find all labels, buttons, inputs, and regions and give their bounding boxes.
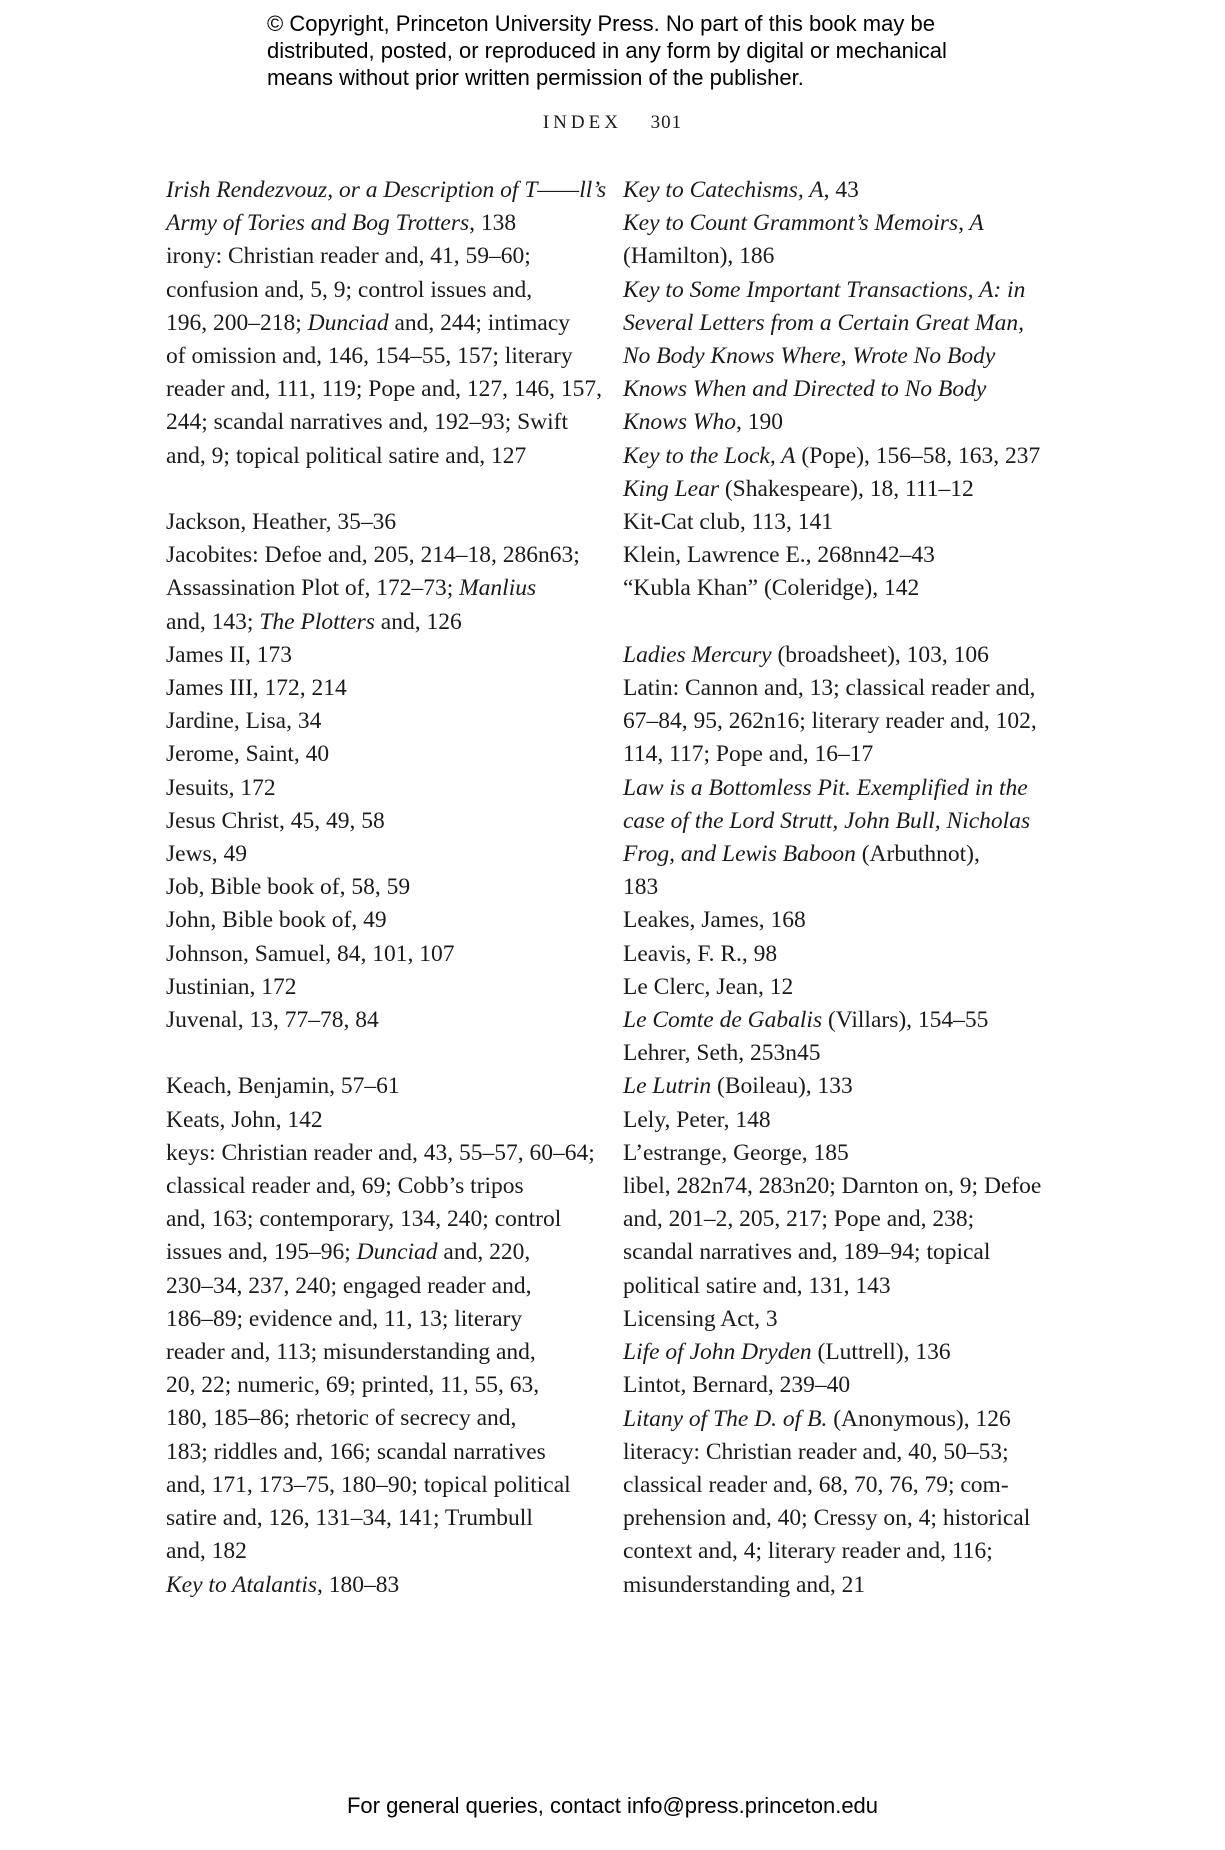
- index-title-italic: Law is a Bottomless Pit. Exemplified in the: [623, 774, 1028, 801]
- index-entry-line: [166, 373, 602, 406]
- index-entry-line: [166, 1137, 595, 1170]
- index-text: Jerome, Saint, 40: [166, 741, 330, 768]
- index-text: 196, 200–218;: [166, 309, 308, 336]
- index-text: , 190: [735, 409, 783, 436]
- index-entry-line: [623, 1004, 1063, 1037]
- index-entry-line: [166, 938, 586, 971]
- index-entry-line: [623, 1336, 1063, 1369]
- index-text: Jackson, Heather, 35–36: [166, 509, 397, 536]
- index-entry-line: [166, 406, 586, 439]
- index-entry-line: [166, 274, 586, 307]
- index-entry-line: [623, 1137, 1063, 1170]
- index-text: literacy: Christian reader and, 40, 50–53;: [623, 1438, 1009, 1465]
- index-text: 180, 185–86; rhetoric of secrecy and,: [166, 1405, 517, 1432]
- index-entry: [166, 174, 607, 240]
- index-text: Jesuits, 172: [166, 774, 276, 801]
- index-text: , 180–83: [317, 1571, 400, 1598]
- index-entry-line: [623, 174, 1063, 207]
- index-text: Klein, Lawrence E., 268nn42–43: [623, 542, 935, 569]
- index-entry-line: [623, 1270, 1063, 1303]
- index-text: Juvenal, 13, 77–78, 84: [166, 1007, 379, 1034]
- page-number: 301: [650, 112, 683, 133]
- index-entry: [623, 1436, 1063, 1602]
- index-entry-line: [623, 1369, 1063, 1402]
- index-entry-line: [166, 440, 586, 473]
- index-text: 244; scandal narratives and, 192–93; Swift: [166, 409, 569, 436]
- index-entry-line: [623, 274, 1063, 307]
- index-entry-line: [166, 1469, 586, 1502]
- index-entry-line: [623, 473, 1063, 506]
- index-entry-line: [166, 705, 586, 738]
- index-entry-line: [166, 1104, 586, 1137]
- index-text: Leavis, F. R., 98: [623, 940, 778, 967]
- index-text: Jacobites: Defoe and, 205, 214–18, 286n63;: [166, 542, 580, 569]
- index-text: and, 163; contemporary, 134, 240; control: [166, 1206, 562, 1233]
- index-text: John, Bible book of, 49: [166, 907, 387, 934]
- index-text: irony: Christian reader and, 41, 59–60;: [166, 243, 531, 270]
- index-text: classical reader and, 68, 70, 76, 79; com-: [623, 1471, 1009, 1498]
- index-text: Kit-Cat club, 113, 141: [623, 509, 833, 536]
- index-entry-line: [623, 340, 1063, 373]
- index-entry: [623, 207, 1063, 273]
- index-text: 20, 22; numeric, 69; printed, 11, 55, 63,: [166, 1372, 540, 1399]
- index-column-right: [623, 174, 1063, 1602]
- index-entry: [166, 705, 586, 738]
- letter-section-gap: [623, 606, 1063, 639]
- index-title-italic: Ladies Mercury: [623, 641, 772, 668]
- index-entry: [623, 672, 1063, 772]
- index-text: 186–89; evidence and, 11, 13; literary: [166, 1305, 523, 1332]
- index-entry-line: [623, 506, 1063, 539]
- index-entry-line: [166, 240, 586, 273]
- index-title-italic: Dunciad: [356, 1239, 438, 1266]
- index-entry-line: [623, 805, 1063, 838]
- index-entry-line: [623, 705, 1063, 738]
- index-entry-line: [623, 406, 1063, 439]
- index-entry: [166, 971, 586, 1004]
- index-entry-line: [166, 838, 586, 871]
- index-text: Licensing Act, 3: [623, 1305, 778, 1332]
- index-text: scandal narratives and, 189–94; topical: [623, 1239, 991, 1266]
- index-entry: [623, 473, 1063, 506]
- index-text: and, 171, 173–75, 180–90; topical political: [166, 1471, 571, 1498]
- index-text: 114, 117; Pope and, 16–17: [623, 741, 874, 768]
- index-title-italic: Irish Rendezvouz, or a Description of T——ll’s: [166, 177, 607, 203]
- index-entry-line: [623, 307, 1063, 340]
- index-entry: [623, 1303, 1063, 1336]
- index-title-italic: Knows Who: [623, 409, 736, 436]
- index-entry: [166, 772, 586, 805]
- index-entry: [623, 938, 1063, 971]
- index-title-italic: Manlius: [459, 575, 537, 602]
- index-entry: [623, 1170, 1063, 1303]
- index-entry-line: [166, 506, 586, 539]
- index-text: libel, 282n74, 283n20; Darnton on, 9; Defoe: [623, 1173, 1042, 1200]
- index-text: satire and, 126, 131–34, 141; Trumbull: [166, 1505, 533, 1532]
- index-title-italic: Army of Tories and Bog Trotters: [166, 210, 470, 237]
- index-entry: [166, 1569, 586, 1602]
- index-text: Keach, Benjamin, 57–61: [166, 1073, 400, 1100]
- index-entry: [623, 274, 1063, 440]
- index-entry-line: [166, 904, 586, 937]
- index-text: Latin: Cannon and, 13; classical reader and,: [623, 675, 1036, 702]
- index-entry-line: [623, 1070, 1063, 1103]
- index-entry: [623, 1369, 1063, 1402]
- index-entry-line: [623, 373, 1063, 406]
- index-title-italic: Key to the Lock, A: [623, 442, 796, 469]
- index-text: Lely, Peter, 148: [623, 1106, 771, 1133]
- index-text: classical reader and, 69; Cobb’s tripos: [166, 1173, 524, 1200]
- index-entry: [166, 1104, 586, 1137]
- index-text: 67–84, 95, 262n16; literary reader and, 102,: [623, 708, 1037, 735]
- index-title-italic: No Body Knows Where, Wrote No Body: [623, 343, 996, 370]
- index-text: Keats, John, 142: [166, 1106, 323, 1133]
- index-text: James II, 173: [166, 641, 292, 668]
- index-text: Jesus Christ, 45, 49, 58: [166, 807, 385, 834]
- index-column-left: [166, 174, 607, 1602]
- index-entry: [166, 639, 586, 672]
- index-entry-line: [166, 672, 586, 705]
- index-title-italic: Dunciad: [307, 309, 389, 336]
- index-title-italic: Le Comte de Gabalis: [623, 1007, 823, 1034]
- index-entry-line: [166, 1270, 586, 1303]
- index-text: confusion and, 5, 9; control issues and,: [166, 276, 533, 303]
- index-entry: [623, 174, 1063, 207]
- index-text: and, 201–2, 205, 217; Pope and, 238;: [623, 1206, 975, 1233]
- index-title-italic: Life of John Dryden: [623, 1339, 812, 1366]
- index-text: context and, 4; literary reader and, 116;: [623, 1538, 993, 1565]
- index-text: Leakes, James, 168: [623, 907, 806, 934]
- index-entry-line: [166, 971, 586, 1004]
- index-entry: [623, 1336, 1063, 1369]
- index-entry-line: [623, 1469, 1063, 1502]
- index-entry: [166, 1137, 595, 1569]
- index-entry-line: [166, 1336, 586, 1369]
- index-entry-line: [623, 1535, 1063, 1568]
- letter-section-gap: [166, 1037, 586, 1070]
- index-entry-line: [166, 307, 586, 340]
- index-text: Le Clerc, Jean, 12: [623, 973, 794, 1000]
- index-entry: [166, 506, 586, 539]
- index-entry-line: [623, 904, 1063, 937]
- index-text: (Boileau), 133: [711, 1073, 853, 1100]
- index-entry: [623, 1037, 1063, 1070]
- index-text: Johnson, Samuel, 84, 101, 107: [166, 940, 455, 967]
- index-entry-line: [166, 572, 586, 605]
- index-entry: [166, 672, 586, 705]
- index-entry-line: [623, 672, 1063, 705]
- index-text: and, 9; topical political satire and, 127: [166, 442, 527, 469]
- index-entry-line: [166, 639, 586, 672]
- index-entry-line: [166, 1369, 586, 1402]
- index-text: and, 244; intimacy: [388, 309, 571, 336]
- index-entry-line: [166, 871, 586, 904]
- index-text: (Villars), 154–55: [822, 1007, 989, 1034]
- index-entry-line: [623, 639, 1063, 672]
- index-text: Assassination Plot of, 172–73;: [166, 575, 460, 602]
- index-entry-line: [623, 1203, 1063, 1236]
- copyright-line: distributed, posted, or reproduced in any form by digital or mechanical: [267, 38, 947, 63]
- index-text: “Kubla Khan” (Coleridge), 142: [623, 575, 920, 602]
- index-entry-line: [166, 1436, 586, 1469]
- running-head-label: INDEX: [542, 112, 622, 133]
- index-entry: [166, 1070, 586, 1103]
- index-entry-line: [166, 174, 607, 207]
- index-entry-line: [623, 738, 1063, 771]
- index-entry-line: [623, 1037, 1063, 1070]
- index-entry: [166, 805, 586, 838]
- index-text: prehension and, 40; Cressy on, 4; historical: [623, 1505, 1031, 1532]
- index-text: and, 143;: [166, 608, 260, 635]
- index-entry-line: [623, 971, 1063, 1004]
- index-entry-line: [166, 1004, 586, 1037]
- index-text: 183: [623, 874, 659, 901]
- index-text: Jews, 49: [166, 841, 247, 868]
- index-entry-line: [623, 240, 1063, 273]
- index-title-italic: case of the Lord Strutt, John Bull, Nicholas: [623, 807, 1031, 834]
- index-text: reader and, 113; misunderstanding and,: [166, 1339, 536, 1366]
- index-entry-line: [623, 838, 1063, 871]
- index-entry-line: [166, 1203, 586, 1236]
- index-entry-line: [166, 1535, 586, 1568]
- index-entry-line: [623, 938, 1063, 971]
- index-text: and, 220,: [437, 1239, 531, 1266]
- index-entry-line: [166, 1402, 586, 1435]
- letter-section-gap: [166, 473, 586, 506]
- copyright-line: © Copyright, Princeton University Press. No part of this book may be: [267, 11, 935, 36]
- index-entry-line: [623, 539, 1063, 572]
- index-entry-line: [623, 1436, 1063, 1469]
- index-text: L’estrange, George, 185: [623, 1139, 849, 1166]
- index-text: reader and, 111, 119; Pope and, 127, 146, 157,: [166, 376, 602, 403]
- index-entry-line: [166, 772, 586, 805]
- index-entry-line: [166, 606, 586, 639]
- index-entry-line: [623, 572, 1063, 605]
- index-entry: [623, 1104, 1063, 1137]
- index-entry: [623, 904, 1063, 937]
- footer-contact: For general queries, contact info@press.princeton.edu: [346, 1793, 879, 1818]
- index-entry: [166, 871, 586, 904]
- index-entry: [623, 539, 1063, 572]
- index-entry-line: [166, 1170, 586, 1203]
- index-entry-line: [623, 1303, 1063, 1336]
- index-text: issues and, 195–96;: [166, 1239, 357, 1266]
- index-entry: [623, 639, 1063, 672]
- index-text: Lehrer, Seth, 253n45: [623, 1040, 821, 1067]
- index-entry-line: [166, 1569, 586, 1602]
- index-text: Job, Bible book of, 58, 59: [166, 874, 411, 901]
- index-entry: [623, 506, 1063, 539]
- index-title-italic: Knows When and Directed to No Body: [623, 376, 987, 403]
- index-entry: [166, 938, 586, 971]
- index-entry-line: [623, 440, 1063, 473]
- index-entry-line: [623, 1502, 1063, 1535]
- index-title-italic: Litany of The D. of B.: [623, 1405, 828, 1432]
- index-entry-line: [166, 1502, 586, 1535]
- index-entry-line: [166, 340, 586, 373]
- index-entry: [166, 539, 586, 639]
- index-entry-line: [623, 207, 1063, 240]
- copyright-line: means without prior written permission of the publisher.: [267, 65, 804, 90]
- index-title-italic: Key to Catechisms, A: [623, 177, 824, 203]
- index-text: James III, 172, 214: [166, 675, 347, 702]
- index-text: of omission and, 146, 154–55, 157; literary: [166, 343, 573, 370]
- index-entry: [166, 1004, 586, 1037]
- index-text: misunderstanding and, 21: [623, 1571, 866, 1598]
- index-entry: [623, 971, 1063, 1004]
- index-text: and, 182: [166, 1538, 247, 1565]
- index-text: 230–34, 237, 240; engaged reader and,: [166, 1272, 532, 1299]
- index-entry: [166, 738, 586, 771]
- index-text: (broadsheet), 103, 106: [771, 641, 989, 668]
- index-text: (Arbuthnot),: [855, 841, 980, 868]
- index-title-italic: Le Lutrin: [623, 1073, 712, 1100]
- index-text: and, 126: [374, 608, 462, 635]
- index-entry-line: [166, 805, 586, 838]
- index-text: Lintot, Bernard, 239–40: [623, 1372, 851, 1399]
- index-text: (Shakespeare), 18, 111–12: [718, 475, 974, 502]
- index-entry-line: [623, 1170, 1063, 1203]
- index-entry-line: [166, 1070, 586, 1103]
- index-entry: [623, 572, 1063, 605]
- index-entry: [623, 1004, 1063, 1037]
- index-entry-line: [623, 871, 1063, 904]
- index-title-italic: Frog, and Lewis Baboon: [623, 841, 856, 868]
- index-entry: [623, 772, 1063, 905]
- index-title-italic: Key to Some Important Transactions, A: in: [623, 276, 1026, 303]
- index-entry-line: [166, 738, 586, 771]
- index-entry-line: [166, 1303, 586, 1336]
- index-entry-line: [623, 1403, 1063, 1436]
- index-text: keys: Christian reader and, 43, 55–57, 60–64;: [166, 1139, 595, 1166]
- index-entry: [166, 904, 586, 937]
- index-text: (Hamilton), 186: [623, 243, 775, 270]
- index-title-italic: Key to Atalantis: [166, 1571, 318, 1598]
- index-text: (Anonymous), 126: [827, 1405, 1011, 1432]
- index-entry: [166, 240, 602, 472]
- index-entry: [623, 1403, 1063, 1436]
- index-text: political satire and, 131, 143: [623, 1272, 891, 1299]
- index-title-italic: Several Letters from a Certain Great Man,: [623, 309, 1024, 336]
- copyright-notice: [267, 10, 1027, 91]
- index-entry-line: [166, 207, 586, 240]
- index-entry: [623, 1070, 1063, 1103]
- index-entry: [166, 838, 586, 871]
- index-title-italic: The Plotters: [259, 608, 375, 635]
- index-text: (Pope), 156–58, 163, 237: [795, 442, 1041, 469]
- index-text: Jardine, Lisa, 34: [166, 708, 322, 735]
- index-entry-line: [623, 1569, 1063, 1602]
- running-head: [0, 112, 1225, 134]
- index-text: 183; riddles and, 166; scandal narratives: [166, 1438, 546, 1465]
- index-text: , 138: [469, 210, 517, 237]
- index-text: Justinian, 172: [166, 973, 297, 1000]
- index-text: (Luttrell), 136: [811, 1339, 951, 1366]
- index-text: , 43: [823, 177, 859, 203]
- index-entry-line: [166, 1236, 586, 1269]
- index-entry-line: [623, 772, 1063, 805]
- index-title-italic: King Lear: [623, 475, 719, 502]
- index-entry-line: [623, 1236, 1063, 1269]
- index-title-italic: Key to Count Grammont’s Memoirs, A: [623, 210, 984, 237]
- index-entry: [623, 1137, 1063, 1170]
- index-entry-line: [623, 1104, 1063, 1137]
- index-entry: [623, 440, 1063, 473]
- index-entry-line: [166, 539, 586, 572]
